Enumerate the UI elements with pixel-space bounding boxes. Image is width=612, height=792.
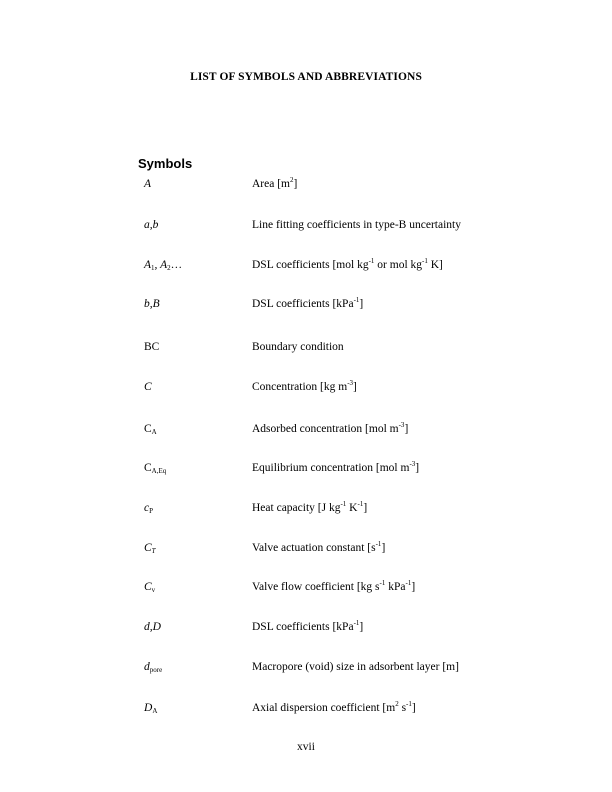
symbol-cell: $A_1$, $A_2\dots$ — [144, 259, 183, 272]
symbol-cell: $D_A$ — [144, 702, 158, 715]
symbol-row — [0, 298, 612, 318]
section-heading-symbols: Symbols — [138, 156, 193, 171]
definition-cell: DSL coefficients [mol $kg^{-1}$ or mol $kg^{-1}$ K] — [252, 257, 443, 271]
symbol-row — [0, 381, 612, 401]
definition-cell: DSL coefficients [kPa$^{-1}$] — [252, 619, 364, 633]
symbol-row — [0, 702, 612, 722]
symbol-cell: $c_P$ — [144, 502, 154, 515]
definition-cell: Concentration [kg $m^{-3}$] — [252, 379, 357, 393]
definition-cell: Equilibrium concentration [mol $m^{-3}$] — [252, 460, 420, 474]
symbol-cell: A — [144, 178, 152, 190]
symbol-row — [0, 423, 612, 443]
page-title: LIST OF SYMBOLS AND ABBREVIATIONS — [190, 71, 422, 83]
symbol-row — [0, 462, 612, 482]
definition-cell: Valve flow coefficient [kg $s^{-1}$ kPa$^{-1}$] — [252, 579, 416, 593]
definition-cell: Macropore (void) size in adsorbent layer [m] — [252, 661, 459, 673]
definition-cell: Line fitting coefficients in type-B uncertainty — [252, 219, 461, 231]
definition-cell: Area $[m^2]$ — [252, 176, 298, 190]
symbol-row — [0, 661, 612, 681]
symbol-row — [0, 178, 612, 198]
page-number: xvii — [297, 741, 315, 753]
definition-cell: Boundary condition — [252, 341, 344, 353]
symbol-row — [0, 502, 612, 522]
symbol-row — [0, 219, 612, 239]
symbol-cell: d,D — [144, 621, 161, 633]
symbol-cell: C — [144, 381, 152, 393]
symbol-row — [0, 341, 612, 361]
definition-cell: Valve actuation constant $[s^{-1}]$ — [252, 540, 386, 554]
symbol-cell: $C_A$ — [144, 423, 157, 436]
symbol-cell: BC — [144, 341, 160, 353]
symbol-row — [0, 542, 612, 562]
symbol-row — [0, 621, 612, 641]
symbol-cell: $C_v$ — [144, 581, 156, 594]
symbol-cell: $d_{pore}$ — [144, 661, 163, 674]
symbol-cell: $C_{A,Eq}$ — [144, 462, 167, 475]
definition-cell: Adsorbed concentration [mol $m^{-3}$] — [252, 421, 409, 435]
symbol-cell: b,B — [144, 298, 160, 310]
symbol-row — [0, 259, 612, 279]
definition-cell: Axial dispersion coefficient [$m^2$ $s^{-1}$] — [252, 700, 416, 714]
definition-cell: DSL coefficients [kPa$^{-1}$] — [252, 296, 364, 310]
symbol-row — [0, 581, 612, 601]
definition-cell: Heat capacity [J $kg^{-1}$ $K^{-1}$] — [252, 500, 368, 514]
symbol-cell: a,b — [144, 219, 159, 231]
symbol-cell: $C_T$ — [144, 542, 156, 555]
